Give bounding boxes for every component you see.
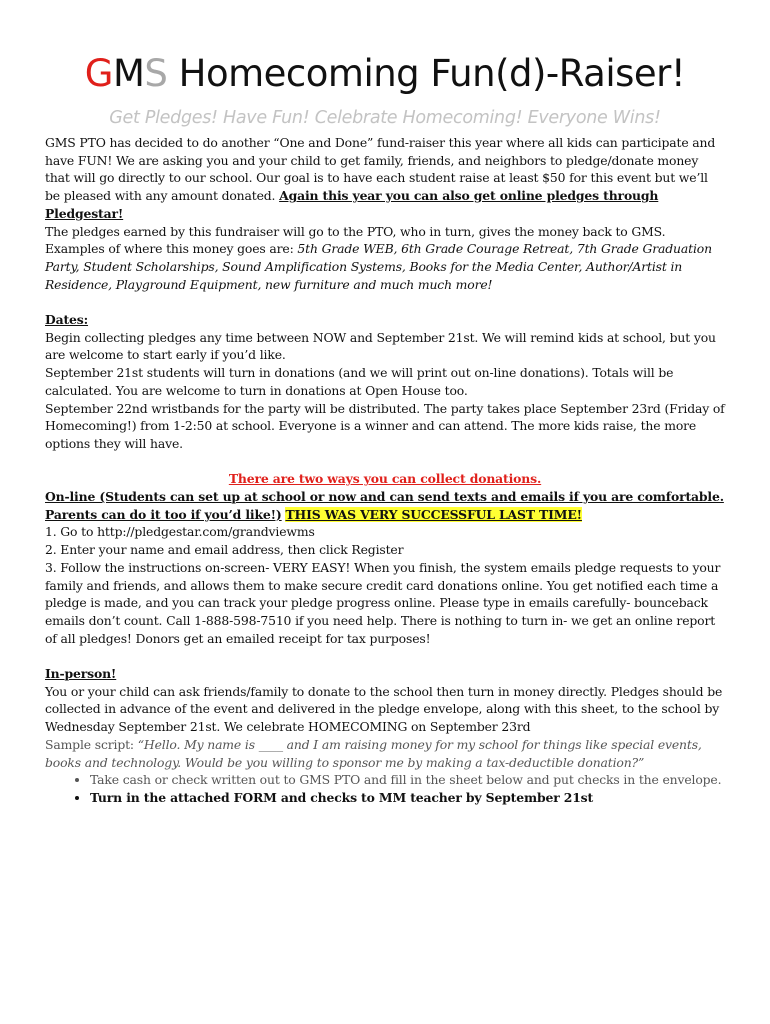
examples-paragraph (45, 223, 725, 294)
instructions-list (45, 771, 725, 806)
pledgestar-note: Again this year you can also get online pledges through Pledgestar! (45, 188, 659, 221)
page-subtitle: Get Pledges! Have Fun! Celebrate Homecoming! Everyone Wins! (109, 108, 661, 128)
online-step-1: 1. Go to http://pledgestar.com/grandviewms (45, 524, 315, 540)
inperson-paragraph: You or your child can ask friends/family to donate to the school then turn in money directly. Pledges should be collected in advance of the event and delivered in the pledge envelope, along with this sheet, to the school by Wednesday September 21st. We celebrate HOMECOMING on September 23rd (45, 683, 723, 735)
dates-heading: Dates: (45, 312, 89, 328)
online-step-2: 2. Enter your name and email address, then click Register (45, 542, 404, 558)
intro-text: GMS PTO has decided to do another “One and Done” fund-raiser this year where all kids can participate and have FUN! We are asking you and your child to get family, friends, and neighbors to pledge/donate money that will go directly to our school. Our goal is to have each student raise at least $50 for this event but we’ll be pleased with any amount donated. (45, 135, 716, 204)
list-item: • Turn in the attached FORM and checks to MM teacher by September 21st (90, 789, 725, 807)
title-letter-g: G (84, 52, 113, 95)
two-ways-heading: There are two ways you can collect donations. (228, 471, 542, 487)
document-body (45, 134, 725, 807)
successful-highlight: THIS WAS VERY SUCCESSFUL LAST TIME! (285, 506, 582, 522)
online-heading-paragraph (45, 488, 725, 523)
title-text: Homecoming Fun(d)-Raiser! (167, 52, 686, 95)
examples-list: 5th Grade WEB, 6th Grade Courage Retreat, 7th Grade Graduation Party, Student Scholarships, Sound Amplification Systems, Books for the Media Center, Author/Artist in Residence, Playground Equipment, new furniture and much much more! (45, 241, 712, 292)
examples-intro: The pledges earned by this fundraiser will go to the PTO, who in turn, gives the money back to GMS. Examples of where this money goes are: (45, 223, 666, 257)
title-letter-m: M (112, 52, 145, 95)
dates-paragraph-3: September 22nd wristbands for the party will be distributed. The party takes place September 23rd (Friday of Homecoming!) from 1-2:50 at school. Everyone is a winner and can attend. The more kids raise, the more options they will have. (45, 400, 725, 451)
page-title (0, 50, 770, 98)
sample-script (45, 736, 725, 771)
dates-paragraph-1: Begin collecting pledges any time between NOW and September 21st. We will remind kids at school, but you are welcome to start early if you’d like. (45, 329, 716, 363)
title-letter-s: S (144, 52, 168, 95)
list-item: • Take cash or check written out to GMS PTO and fill in the sheet below and put checks in the envelope. (90, 771, 725, 789)
sample-script-text: “Hello. My name is ____ and I am raising money for my school for things like special events, books and technology. Would be you willing to sponsor me by making a tax-deductible donation?” (45, 736, 702, 770)
intro-paragraph (45, 134, 725, 223)
sample-script-label: Sample script: (45, 736, 138, 752)
inperson-heading: In-person! (45, 666, 117, 682)
dates-paragraph-2: September 21st students will turn in donations (and we will print out on-line donations). Totals will be calculated. You are welcome to turn in donations at Open House too. (45, 365, 674, 398)
online-step-3: 3. Follow the instructions on-screen- VERY EASY! When you finish, the system emails pledge requests to your family and friends, and allows them to make secure credit card donations online. You get notified each time a pledge is made, and you can track your pledge progress online. Please type in emails carefully- bounceback emails don’t count. Call 1-888-598-7510 if you need help. There is nothing to turn in- we get an online report of all pledges! Donors get an emailed receipt for tax purposes! (45, 559, 721, 646)
online-heading: On-line (Students can set up at school or now and can send texts and emails if you are comfortable. Parents can do it too if you’d like!) (45, 489, 724, 522)
